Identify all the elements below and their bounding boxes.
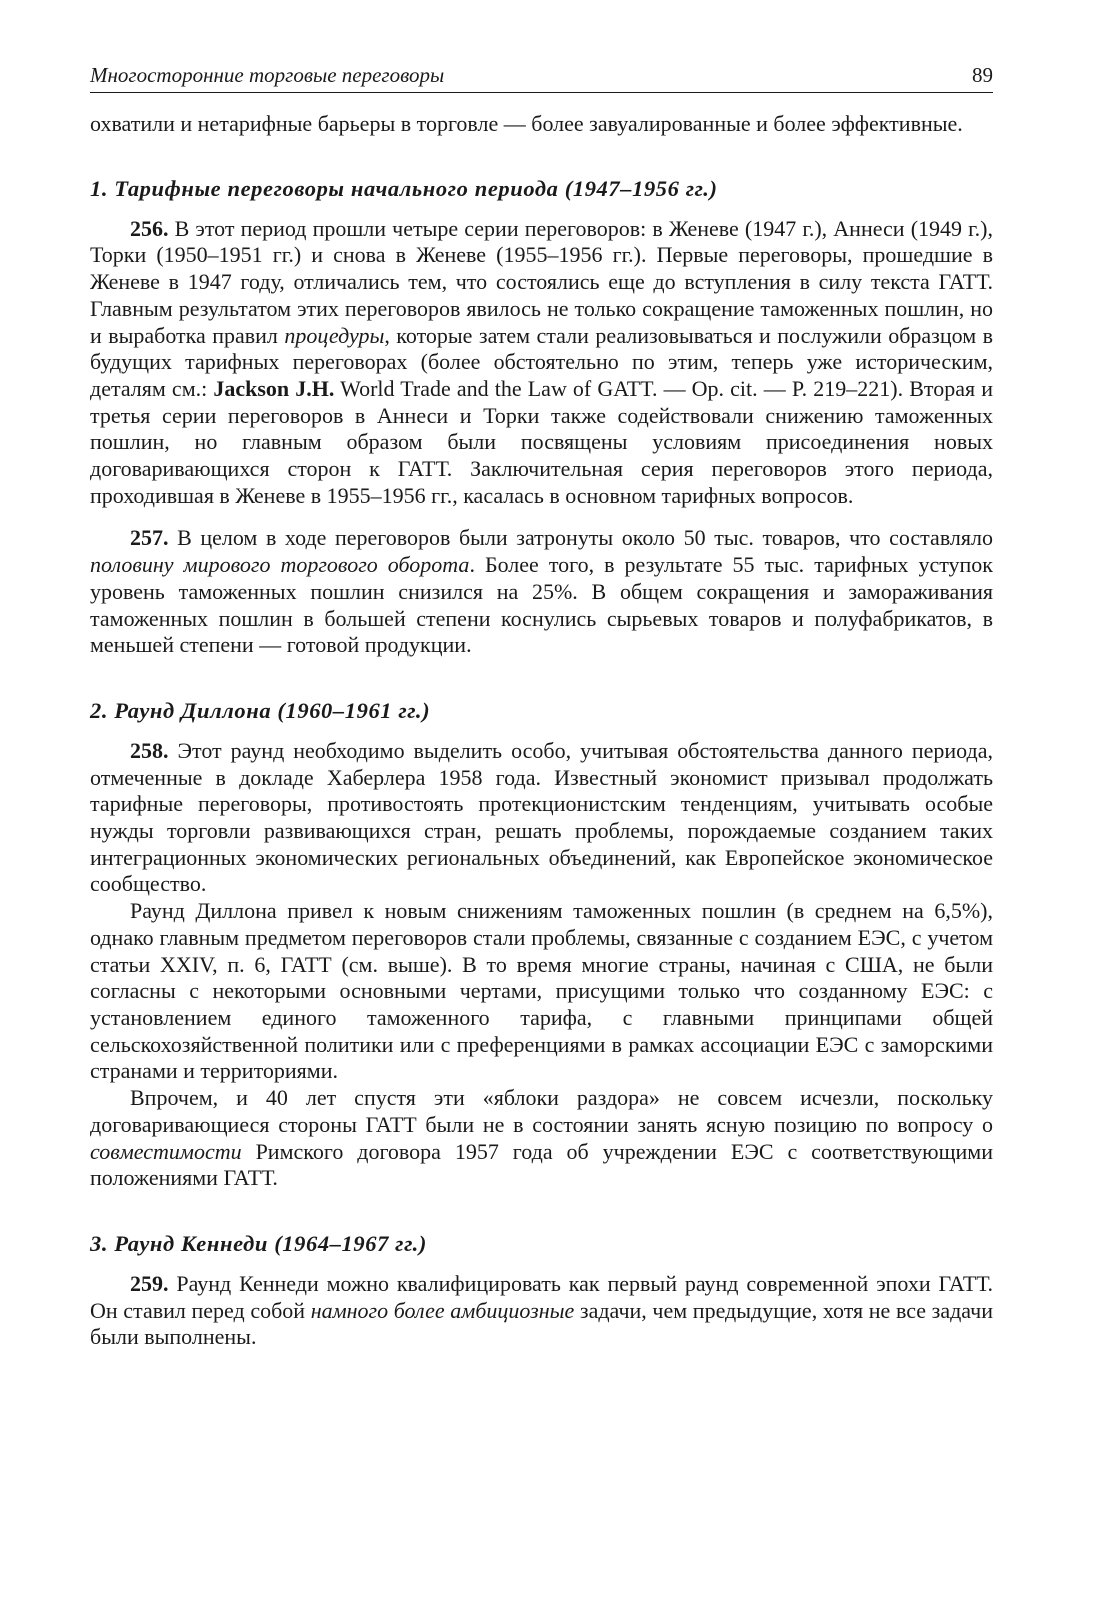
section-heading-2: 2. Раунд Диллона (1960–1961 гг.) xyxy=(90,697,431,723)
page-number: 89 xyxy=(972,63,993,87)
paragraph-text: World Trade and the Law of GATT. — Op. cit. — P. 219–221). Вторая и третья серии переговоров в Аннеси и Торки также содействовали снижению таможенных пошлин, но главным образом были посвящены условиям присоединения новых договаривающихся сторон к ГАТТ. Заключительная серия переговоров этого периода, проходившая в Женеве в 1955–1956 гг., касалась в основном тарифных вопросов. xyxy=(90,375,993,508)
page-body xyxy=(90,111,993,1351)
paragraph-258 xyxy=(90,738,993,898)
citation-author: Jackson J.H. xyxy=(213,375,335,401)
paragraph-text: В этот период прошли четыре серии переговоров: в Женеве (1947 г.), Аннеси (1949 г.), Торки (1950–1951 гг.) и снова в Женеве (1955–1956 гг.). Первые переговоры, прошедшие в Женеве в 1947 году, отличались тем, что состоялись еще до вступления в силу текста ГАТТ. Главным результатом этих переговоров явилось не только сокращение таможенных пошлин, но и выработка правил xyxy=(90,215,993,348)
paragraph-text: Впрочем, и 40 лет спустя эти «яблоки раздора» не совсем исчезли, поскольку договаривающиеся стороны ГАТТ были не в состоянии занять ясную позицию по вопросу о xyxy=(90,1085,993,1137)
paragraph-dillon-aftermath xyxy=(90,1085,993,1192)
section-heading-1: 1. Тарифные переговоры начального периода (1947–1956 гг.) xyxy=(90,175,718,201)
emphasis-text: процедуры xyxy=(284,322,385,348)
emphasis-text: намного более амбициозные xyxy=(310,1297,575,1323)
paragraph-dillon-results: Раунд Диллона привел к новым снижениям таможенных пошлин (в среднем на 6,5%), однако главным предметом переговоров стали проблемы, связанные с созданием ЕЭС, с учетом статьи XXIV, п. 6, ГАТТ (см. выше). В то время многие страны, начиная с США, не были согласны с некоторыми основными чертами, присущими только что созданному ЕЭС: с установлением единого таможенного тарифа, с главными принципами общей сельскохозяйственной политики или с преференциями в рамках ассоциации ЕЭС с заморскими странами и территориями. xyxy=(90,898,993,1084)
paragraph-259 xyxy=(90,1271,993,1351)
paragraph-text: . Более того, в результате 55 тыс. тарифных уступок уровень таможенных пошлин снизился на 25%. В общем сокращения и замораживания таможенных пошлин в большей степени коснулись сырьевых товаров и полуфабрикатов, в меньшей степени — готовой продукции. xyxy=(90,552,993,658)
paragraph-text: задачи, чем предыдущие, хотя не все задачи были выполнены. xyxy=(90,1297,994,1350)
paragraph-number: 257. xyxy=(130,525,169,551)
continued-paragraph: охватили и нетарифные барьеры в торговле — более завуалированные и более эффективные. xyxy=(90,111,963,136)
paragraph-number: 256. xyxy=(130,215,169,241)
paragraph-text: Этот раунд необходимо выделить особо, учитывая обстоятельства данного периода, отмеченные в докладе Хаберлера 1958 года. Известный экономист призывал продолжать тарифные переговоры, противостоять протекционистским тенденциям, учитывать особые нужды торговли развивающихся стран, решать проблемы, порождаемые созданием таких интеграционных экономических региональных объединений, как Европейское экономическое сообщество. xyxy=(90,737,993,897)
paragraph-256 xyxy=(90,216,993,510)
paragraph-text: В целом в ходе переговоров были затронуты около 50 тыс. товаров, что составляло xyxy=(168,525,993,551)
running-header xyxy=(90,62,993,93)
paragraph-text: Раунд Кеннеди можно квалифицировать как первый раунд современной эпохи ГАТТ. Он ставил перед собой xyxy=(90,1270,993,1323)
paragraph-257 xyxy=(90,525,993,659)
emphasis-text: совместимости xyxy=(90,1138,242,1164)
paragraph-number: 258. xyxy=(130,737,169,763)
book-page xyxy=(90,62,993,1351)
running-title: Многосторонние торговые переговоры xyxy=(90,63,445,87)
section-heading-3: 3. Раунд Кеннеди (1964–1967 гг.) xyxy=(90,1230,428,1256)
paragraph-number: 259. xyxy=(130,1270,169,1296)
paragraph-text: Римского договора 1957 года об учреждении ЕЭС с соответствующими положениями ГАТТ. xyxy=(90,1138,993,1191)
emphasis-text: половину мирового торгового оборота xyxy=(90,552,470,578)
paragraph-text: , которые затем стали реализовываться и послужили образцом в будущих тарифных переговорах (более обстоятельно по этим, теперь уже историческим, деталям см.: xyxy=(90,322,993,401)
